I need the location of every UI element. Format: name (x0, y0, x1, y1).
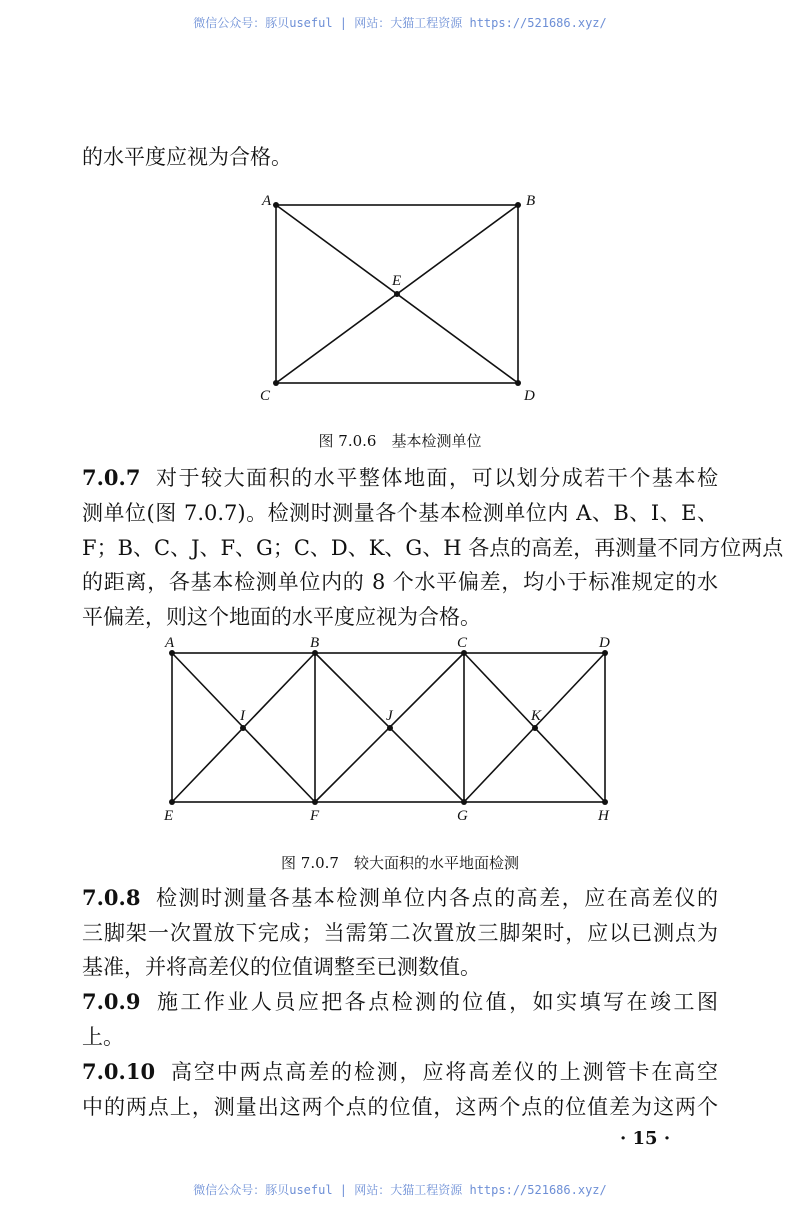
figure-7-0-6-caption: 图 7.0.6 基本检测单位 (318, 432, 482, 450)
text-line: 中的两点上，测量出这两个点的位值，这两个点的位值差为这两个 (82, 1095, 718, 1119)
label-b: B (310, 635, 320, 651)
section-number: 7.0.9 (82, 989, 141, 1014)
label-k: K (531, 708, 542, 724)
section-number: 7.0.7 (82, 465, 141, 490)
label-d: D (524, 388, 535, 404)
label-d: D (599, 635, 610, 651)
label-h: H (598, 808, 609, 824)
page-number: · 15 · (620, 1128, 671, 1149)
text-line: 施工作业人员应把各点检测的位值，如实填写在竣工图 (154, 990, 718, 1014)
section-number: 7.0.10 (82, 1059, 156, 1084)
text-line: 高空中两点高差的检测，应将高差仪的上测管卡在高空 (169, 1060, 718, 1084)
text-line: 对于较大面积的水平整体地面，可以划分成若干个基本检 (154, 466, 718, 490)
label-f: F (310, 808, 320, 824)
text-line: 测单位(图 7.0.7)。检测时测量各个基本检测单位内 A、B、I、E、 (82, 501, 718, 525)
watermark-footer: 微信公众号：豚贝useful | 网站：大猫工程资源 https://521686.xyz/ (193, 1183, 607, 1197)
intro-line: 的水平度应视为合格。 (82, 145, 292, 169)
label-a: A (262, 193, 272, 209)
figure-7-0-7-caption: 图 7.0.7 较大面积的水平地面检测 (281, 854, 519, 872)
text-line: 检测时测量各基本检测单位内各点的高差，应在高差仪的 (154, 886, 718, 910)
label-b: B (526, 193, 536, 209)
label-i: I (240, 708, 245, 724)
label-e: E (164, 808, 174, 824)
text-line: 三脚架一次置放下完成；当需第二次置放三脚架时，应以已测点为 (82, 921, 718, 945)
label-e: E (392, 273, 402, 289)
label-g: G (457, 808, 468, 824)
text-line: 平偏差，则这个地面的水平度应视为合格。 (82, 605, 481, 629)
text-line: 上。 (82, 1025, 124, 1049)
label-j: J (386, 708, 393, 724)
label-a: A (165, 635, 175, 651)
text-line: 基准，并将高差仪的位值调整至已测数值。 (82, 955, 481, 979)
label-c: C (260, 388, 271, 404)
text-line: 的距离，各基本检测单位内的 8 个水平偏差，均小于标准规定的水 (82, 570, 718, 594)
label-c: C (457, 635, 468, 651)
watermark-header: 微信公众号：豚贝useful | 网站：大猫工程资源 https://521686.xyz/ (193, 16, 607, 30)
section-number: 7.0.8 (82, 885, 141, 910)
text-line: F；B、C、J、F、G；C、D、K、G、H 各点的高差，再测量不同方位两点 (82, 536, 784, 560)
